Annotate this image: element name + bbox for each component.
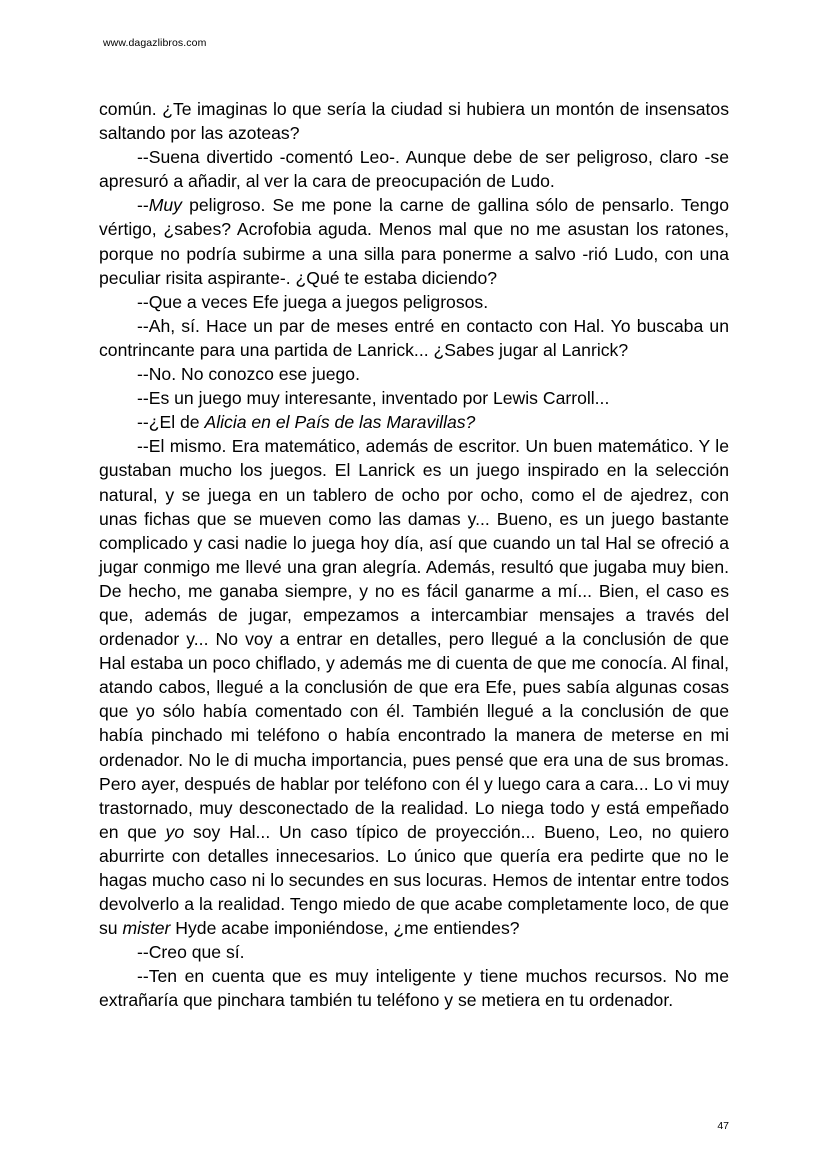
paragraph-9-emphasis-2: mister	[122, 918, 171, 939]
paragraph-5: --Ah, sí. Hace un par de meses entré en contacto con Hal. Yo buscaba un contrincante para una partida de Lanrick... ¿Sabes jugar al Lanrick?	[99, 315, 729, 360]
paragraph-3-pre: --	[137, 195, 149, 216]
paragraph-8-emphasis: Alicia en el País de las Maravillas?	[204, 412, 476, 433]
paragraph-1: común. ¿Te imaginas lo que sería la ciudad si hubiera un montón de insensatos saltando por las azoteas?	[99, 99, 729, 144]
paragraph-9-emphasis: yo	[165, 821, 185, 842]
paragraph-8-pre: --¿El de	[137, 412, 205, 433]
paragraph-7: --Es un juego muy interesante, inventado por Lewis Carroll...	[137, 388, 610, 409]
paragraph-9-pre: --El mismo. Era matemático, además de escritor. Un buen matemático. Y le gustaban mucho los juegos. El Lanrick es un juego inspirado en la selección natural, y se juega en un tablero de ocho por ocho, como el de ajedrez, con unas fichas que se mueven como las damas y... Bueno, es un juego bastante complicado y casi nadie lo juega hoy día, así que cuando un tal Hal se ofreció a jugar conmigo me llevé una gran alegría. Además, resultó que jugaba muy bien. De hecho, me ganaba siempre, y no es fácil ganarme a mí... Bien, el caso es que, además de jugar, empezamos a intercambiar mensajes a través del ordenador y... No voy a entrar en detalles, pero llegué a la conclusión de que Hal estaba un poco chiflado, y además me di cuenta de que me conocía. Al final, atando cabos, llegué a la conclusión de que era Efe, pues sabía algunas cosas que yo sólo había comentado con él. También llegué a la conclusión de que había pinchado mi teléfono o había encontrado la manera de meterse en mi ordenador. No le di mucha importancia, pues pensé que era una de sus bromas. Pero ayer, después de hablar por teléfono con él y luego cara a cara... Lo vi muy trastornado, muy desconectado de la realidad. Lo niega todo y está empeñado en que	[99, 436, 729, 842]
header-url: www.dagazlibros.com	[103, 37, 207, 49]
paragraph-8	[99, 410, 729, 434]
paragraph-3-post: peligroso. Se me pone la carne de gallina sólo de pensarlo. Tengo vértigo, ¿sabes? Acrofobia aguda. Menos mal que no me asustan los ratones, porque no podría subirme a una silla para ponerme a salvo -rió Ludo, con una peculiar risita aspirante-. ¿Qué te estaba diciendo?	[99, 195, 729, 288]
paragraph-10: --Creo que sí.	[137, 942, 245, 963]
paragraph-9-mid: soy Hal... Un caso típico de proyección... Bueno, Leo, no quiero aburrirte con detalles innecesarios. Lo único que quería era pedirte que no le hagas mucho caso ni lo secundes en sus locuras. Hemos de intentar entre todos devolverlo a la realidad. Tengo miedo de que acabe completamente loco, de que su	[99, 821, 729, 939]
paragraph-9	[99, 434, 729, 940]
paragraph-6: --No. No conozco ese juego.	[137, 364, 360, 385]
body-text	[99, 97, 729, 1013]
page-number: 47	[717, 1120, 729, 1132]
paragraph-9-post: Hyde acabe imponiéndose, ¿me entiendes?	[170, 918, 520, 939]
paragraph-11: --Ten en cuenta que es muy inteligente y tiene muchos recursos. No me extrañaría que pinchara también tu teléfono y se metiera en tu ordenador.	[99, 966, 729, 1011]
paragraph-3	[99, 193, 729, 289]
paragraph-2: --Suena divertido -comentó Leo-. Aunque debe de ser peligroso, claro -se apresuró a añadir, al ver la cara de preocupación de Ludo.	[99, 147, 729, 192]
paragraph-4: --Que a veces Efe juega a juegos peligrosos.	[137, 291, 489, 312]
paragraph-3-emphasis: Muy	[148, 195, 182, 216]
